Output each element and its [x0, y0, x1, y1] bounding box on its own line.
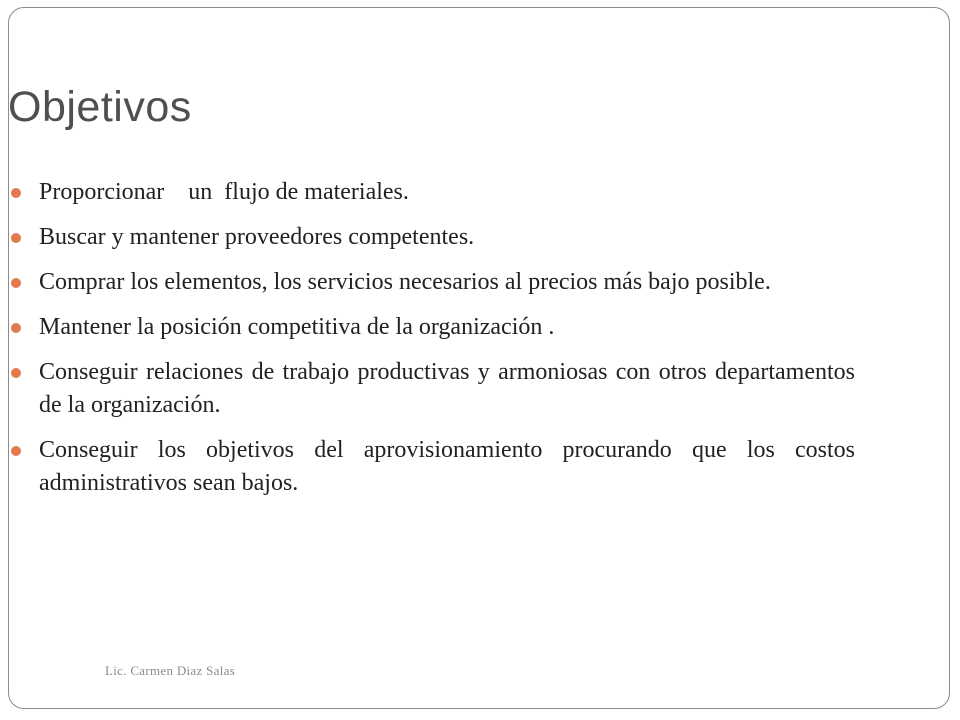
bullet-item	[39, 266, 855, 299]
bullet-dot-icon	[11, 278, 21, 288]
bullet-dot-icon	[11, 446, 21, 456]
bullet-item	[39, 221, 855, 254]
slide-title: Objetivos	[8, 83, 192, 131]
bullet-list	[39, 176, 855, 512]
slide-footer: Lic. Carmen Diaz Salas	[105, 663, 236, 678]
bullet-item	[39, 311, 855, 344]
bullet-text: Conseguir relaciones de trabajo productivas y armoniosas con otros departamentos de la organización.	[39, 359, 855, 418]
bullet-item	[39, 176, 855, 209]
bullet-text: Mantener la posición competitiva de la organización .	[39, 314, 555, 340]
bullet-dot-icon	[11, 233, 21, 243]
bullet-dot-icon	[11, 188, 21, 198]
bullet-item	[39, 356, 855, 422]
bullet-text: Proporcionar un flujo de materiales.	[39, 179, 409, 205]
bullet-dot-icon	[11, 323, 21, 333]
bullet-item	[39, 434, 855, 500]
bullet-text: Conseguir los objetivos del aprovisionamiento procurando que los costos administrativos sean bajos.	[39, 437, 855, 496]
bullet-dot-icon	[11, 368, 21, 378]
bullet-text: Buscar y mantener proveedores competentes.	[39, 224, 475, 250]
bullet-text: Comprar los elementos, los servicios necesarios al precios más bajo posible.	[39, 269, 771, 295]
